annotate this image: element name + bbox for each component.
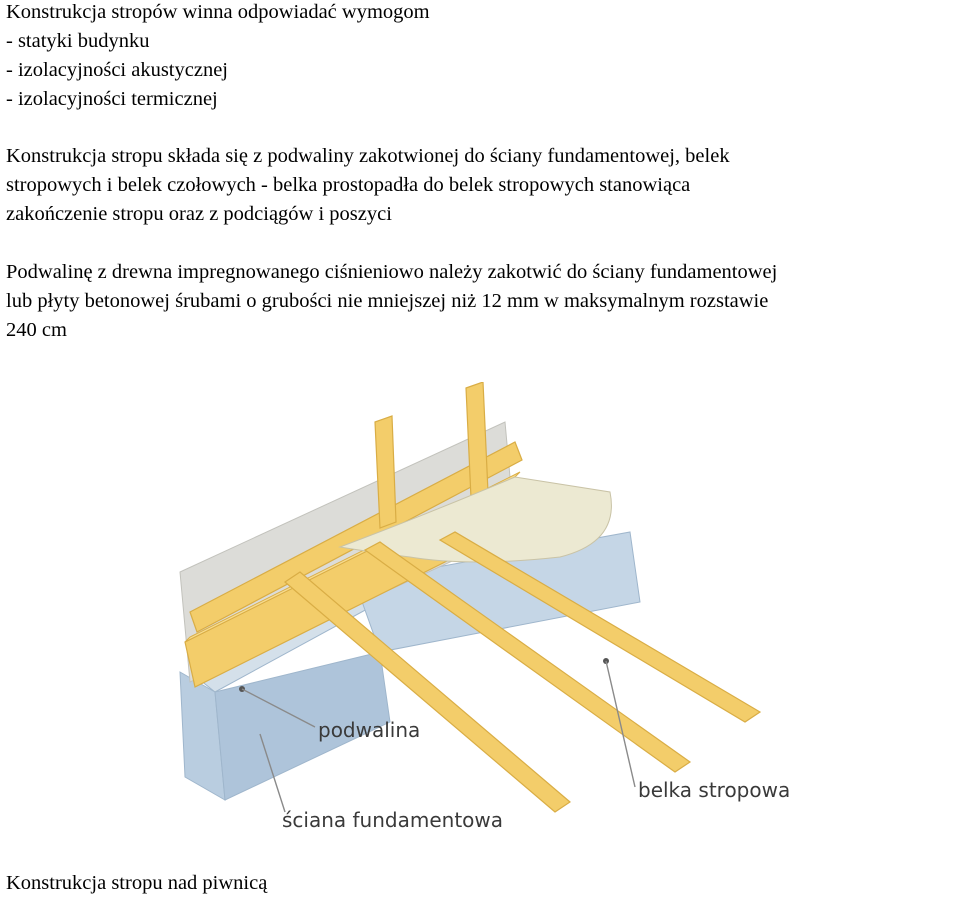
requirement-item: - izolacyjności akustycznej <box>6 59 228 81</box>
paragraph-line: stropowych i belek czołowych - belka prostopadła do belek stropowych stanowiąca <box>6 174 691 196</box>
paragraph-line: zakończenie stropu oraz z podciągów i poszyci <box>6 203 392 225</box>
structure-description-paragraph <box>6 142 958 229</box>
requirement-item: - izolacyjności termicznej <box>6 88 218 110</box>
paragraph-line: Podwalinę z drewna impregnowanego ciśnieniowo należy zakotwić do ściany fundamentowej <box>6 261 778 283</box>
sill-plate-label: podwalina <box>318 718 421 742</box>
figure-caption: Konstrukcja stropu nad piwnicą <box>6 872 268 894</box>
requirement-item: - statyki budynku <box>6 30 150 52</box>
requirements-heading: Konstrukcja stropów winna odpowiadać wymogom <box>6 1 430 23</box>
foundation-wall-label: ściana fundamentowa <box>282 808 504 832</box>
requirements-block <box>6 0 958 114</box>
floor-construction-illustration <box>170 382 830 842</box>
paragraph-line: Konstrukcja stropu składa się z podwaliny zakotwionej do ściany fundamentowej, belek <box>6 145 730 167</box>
floor-joist-label: belka stropowa <box>638 778 791 802</box>
anchoring-paragraph <box>6 258 958 345</box>
paragraph-line: lub płyty betonowej śrubami o grubości nie mniejszej niż 12 mm w maksymalnym rozstawie <box>6 290 769 312</box>
paragraph-line: 240 cm <box>6 319 67 341</box>
